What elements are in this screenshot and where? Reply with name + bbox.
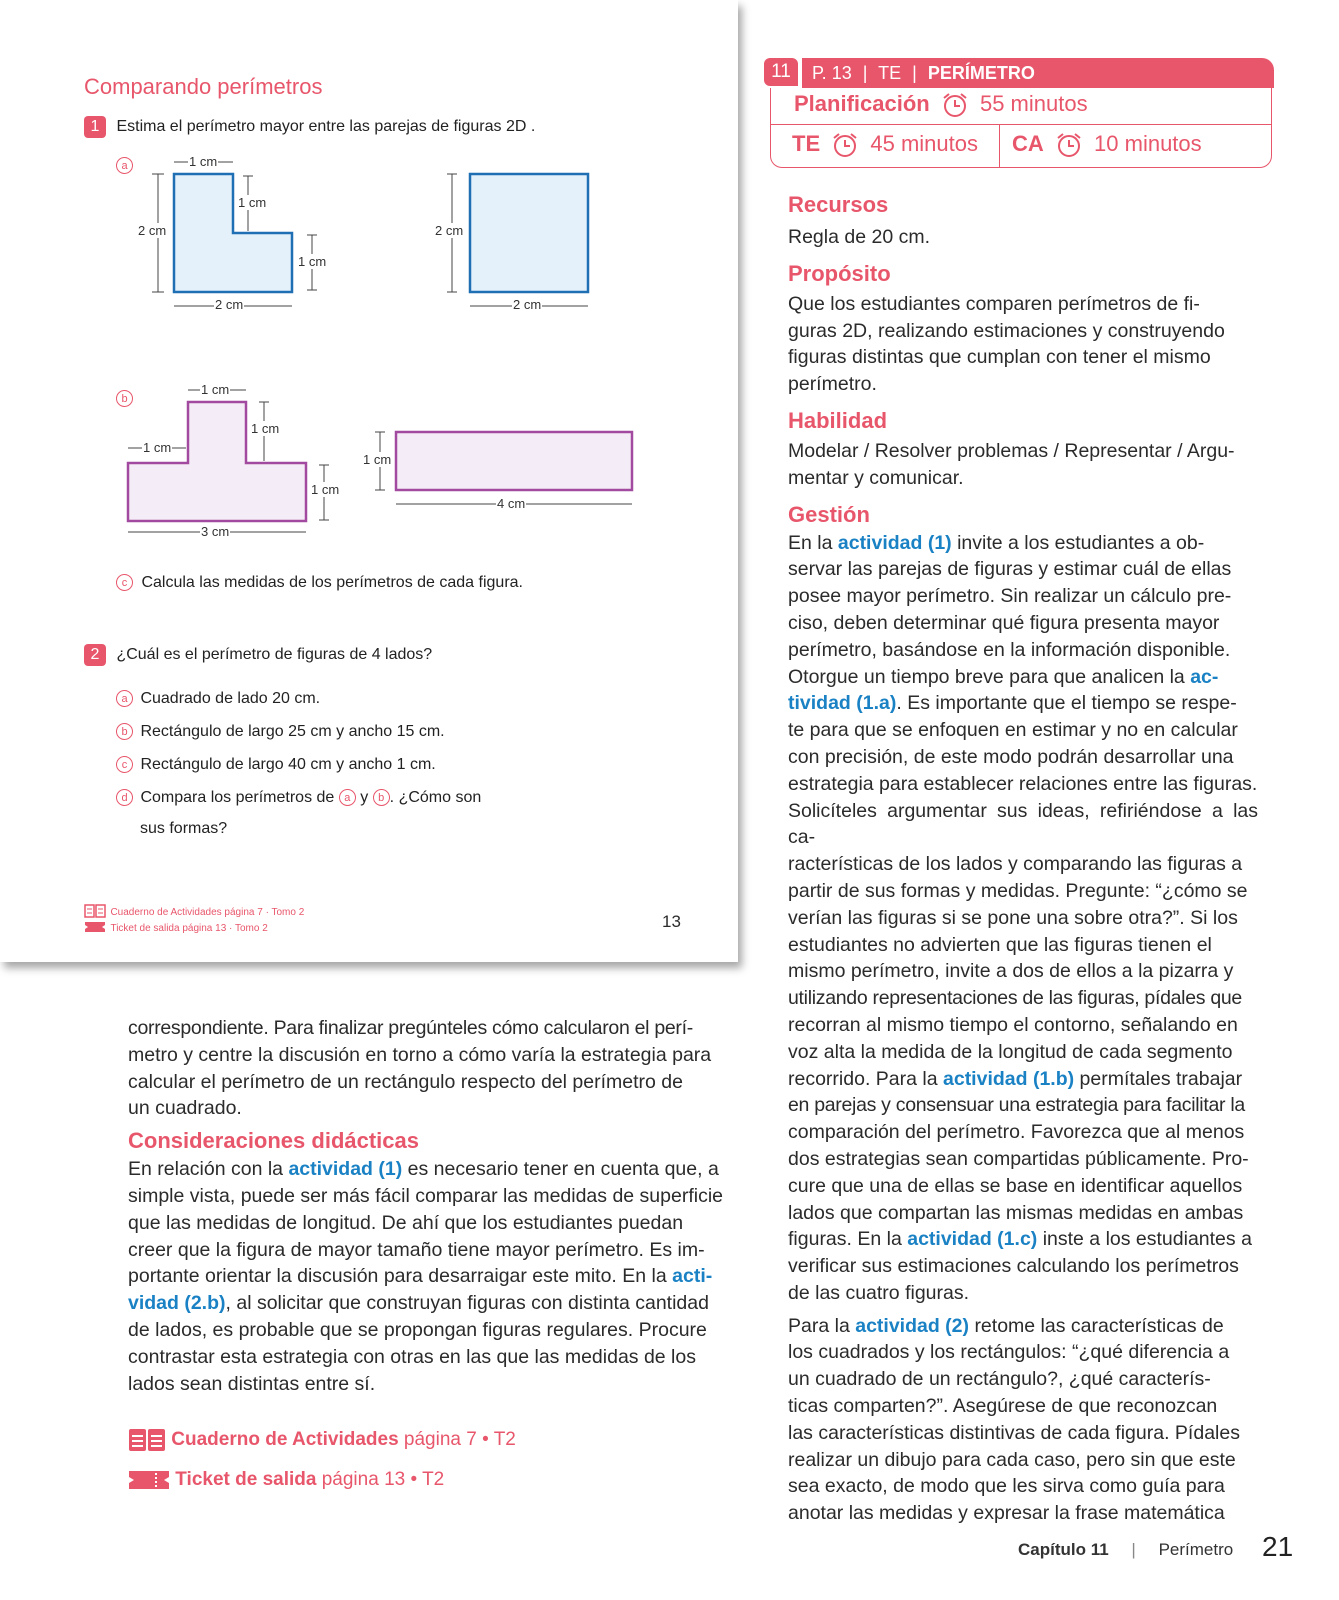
question-2c-text: Rectángulo de largo 40 cm y ancho 1 cm. <box>140 756 436 773</box>
book-icon <box>128 1427 166 1453</box>
gestion-line: Otorgue un tiempo breve para que analicen la ac- <box>788 665 1219 688</box>
dim-a1-bottom: 2 cm <box>215 297 244 312</box>
dim-b1-leftarm: 1 cm <box>143 440 172 455</box>
dim-a1-inner: 1 cm <box>238 195 267 210</box>
gestion-line: mismo perímetro, invite a dos de ellos a la pizarra y <box>788 960 1234 983</box>
text-line: que las medidas de longitud. De ahí que los estudiantes puedan <box>128 1211 684 1234</box>
gestion-line: racterísticas de los lados y comparando las figuras a <box>788 853 1243 876</box>
question-2c <box>116 756 436 774</box>
gestion-line: Solicíteles argumentar sus ideas, refiriéndose a las ca- <box>788 799 1258 849</box>
text-line: simple vista, puede ser más fácil comparar las medidas de superficie <box>128 1184 724 1207</box>
ticket-icon <box>84 921 106 933</box>
question-2d-line2: sus formas? <box>140 820 228 837</box>
figures-diagram <box>0 0 738 560</box>
gestion-line: de las cuatro figuras. <box>788 1281 970 1304</box>
planificacion-label: Planificación <box>794 91 930 116</box>
gestion-line: comparación del perímetro. Favorezca que al menos <box>788 1121 1245 1144</box>
question-2d-y: y <box>360 789 369 806</box>
dim-b1-top: 1 cm <box>201 382 230 397</box>
question-2b-text: Rectángulo de largo 25 cm y ancho 15 cm. <box>140 723 445 740</box>
gestion-line: ticas comparten?”. Asegúrese de que reconozcan <box>788 1395 1218 1418</box>
student-page-title: Comparando perímetros <box>84 74 323 99</box>
dim-a2-bottom: 2 cm <box>513 297 542 312</box>
ref-cuaderno-page: página 7 • T2 <box>403 1429 516 1451</box>
footnote-cuaderno-text: Cuaderno de Actividades página 7 · Tomo 2 <box>110 907 305 918</box>
question-2d-post: . ¿Cómo son <box>389 789 482 806</box>
text-line: vidad (2.b), al solicitar que construyan figuras con distinta cantidad <box>128 1292 709 1315</box>
proposito-line: figuras distintas que cumplan con tener el mismo <box>788 346 1211 369</box>
activity-ref: ac- <box>1190 665 1219 688</box>
header-topic: PERÍMETRO <box>927 63 1035 83</box>
gestion-line: perímetro, basándose en la información disponible. <box>788 638 1231 661</box>
ref-ticket <box>128 1469 736 1491</box>
ref-ticket-page: página 13 • T2 <box>321 1469 445 1491</box>
question-1-badge: 1 <box>84 116 106 138</box>
gestion-line: ciso, deben determinar qué figura presenta mayor <box>788 611 1220 634</box>
question-2 <box>84 644 432 666</box>
ticket-icon <box>128 1469 170 1491</box>
habilidad-line: mentar y comunicar. <box>788 466 964 489</box>
question-1c-text: Calcula las medidas de los perímetros de cada figura. <box>141 574 523 591</box>
footnote-ticket-text: Ticket de salida página 13 · Tomo 2 <box>110 923 268 934</box>
alarm-clock-icon <box>1054 131 1084 159</box>
book-icon <box>84 904 106 918</box>
activity-ref: acti- <box>672 1265 713 1288</box>
ca-label: CA <box>1012 131 1044 156</box>
te-row <box>792 131 978 159</box>
gestion-line: estudiantes no advierten que las figuras tienen el <box>788 933 1212 956</box>
ca-time: 10 minutos <box>1094 131 1202 156</box>
proposito-heading: Propósito <box>788 260 891 286</box>
dim-a1-top: 1 cm <box>189 154 218 169</box>
lesson-header <box>764 58 1274 170</box>
footer-chapter: Capítulo 11 <box>1018 1540 1109 1559</box>
habilidad-heading: Habilidad <box>788 407 888 433</box>
text-line: un cuadrado. <box>128 1097 242 1120</box>
student-page-panel <box>0 0 738 962</box>
question-1-text: Estima el perímetro mayor entre las parejas de figuras 2D . <box>116 118 536 135</box>
gestion-line: realizar un dibujo para cada caso, pero sin que este <box>788 1448 1236 1471</box>
dim-a1-left: 2 cm <box>138 223 167 238</box>
alarm-clock-icon <box>830 131 860 159</box>
alarm-clock-icon <box>940 91 970 119</box>
proposito-text <box>788 291 1258 398</box>
dim-b1-inner: 1 cm <box>251 421 280 436</box>
activity-ref: actividad (1.c) <box>907 1228 1038 1251</box>
habilidad-text <box>788 438 1258 492</box>
te-label: TE <box>792 131 821 156</box>
gestion-line: verificar sus estimaciones calculando los perímetros <box>788 1255 1239 1278</box>
gestion-line: figuras. En la actividad (1.c) inste a los estudiantes a <box>788 1228 1252 1251</box>
figure-a1-l-shape <box>174 174 292 292</box>
habilidad-line: Modelar / Resolver problemas / Representar / Argu- <box>788 439 1235 462</box>
recursos-heading: Recursos <box>788 192 889 217</box>
gestion-line: utilizando representaciones de las figuras, pídales que <box>788 987 1242 1010</box>
question-2-text: ¿Cuál es el perímetro de figuras de 4 lados? <box>116 646 433 663</box>
proposito-line: perímetro. <box>788 373 877 396</box>
activity-ref: actividad (1) <box>288 1158 403 1181</box>
question-2a <box>116 690 320 708</box>
gestion-line: dos estrategias sean compartidas públicamente. Pro- <box>788 1147 1249 1170</box>
figure-b2-rectangle <box>396 432 632 490</box>
marker-2a: a <box>116 690 133 707</box>
gestion-line: las características distintivas de cada figura. Pídales <box>788 1421 1240 1444</box>
figure-a2-square <box>470 174 588 292</box>
text-line: metro y centre la discusión en torno a cómo varía la estrategia para <box>128 1043 712 1066</box>
marker-2b: b <box>116 723 133 740</box>
footer-topic: Perímetro <box>1158 1540 1234 1559</box>
planificacion-time: 55 minutos <box>979 91 1088 116</box>
proposito-line: Que los estudiantes comparen perímetros de fi- <box>788 292 1200 315</box>
text-line: calcular el perímetro de un rectángulo respecto del perímetro de <box>128 1070 683 1093</box>
gestion-line: estrategia para establecer relaciones entre las figuras. <box>788 772 1258 795</box>
text-line: correspondiente. Para finalizar pregúnteles cómo calcularon el perí- <box>128 1017 693 1039</box>
te-time: 45 minutos <box>870 131 978 156</box>
gestion-line: tividad (1.a). Es importante que el tiempo se respe- <box>788 692 1237 715</box>
gestion-line: servar las parejas de figuras y estimar cuál de ellas <box>788 558 1232 581</box>
text-line: portante orientar la discusión para desarraigar este mito. En la acti- <box>128 1265 713 1288</box>
header-page-ref: P. 13 <box>812 63 852 83</box>
marker-1c: c <box>116 574 133 591</box>
gestion-line: lados que compartan las mismas medidas en ambas <box>788 1201 1244 1224</box>
question-2-badge: 2 <box>84 644 106 666</box>
question-1c <box>116 574 523 592</box>
marker-2d-ref-a: a <box>339 789 356 806</box>
marker-2d: d <box>116 789 133 806</box>
activity-ref: vidad (2.b) <box>128 1292 226 1315</box>
gestion-line: con precisión, de este modo podrán desarrollar una <box>788 745 1234 768</box>
student-page-number: 13 <box>662 912 681 931</box>
gestion-line: Para la actividad (2) retome las características de <box>788 1314 1224 1337</box>
planificacion-row <box>794 91 1088 119</box>
activity-ref: actividad (1) <box>837 531 952 554</box>
marker-1a: a <box>116 157 133 174</box>
gestion-line: verían las figuras si se pone una sobre otra?”. Si los <box>788 906 1238 929</box>
dim-a2-left: 2 cm <box>435 223 464 238</box>
dim-b2-left: 1 cm <box>363 452 392 467</box>
figure-b1-t-shape <box>128 402 306 521</box>
ref-cuaderno <box>128 1427 736 1453</box>
dim-a1-step: 1 cm <box>298 254 327 269</box>
activity-ref: actividad (2) <box>855 1314 970 1337</box>
marker-2d-ref-b: b <box>373 789 390 806</box>
dim-b1-right: 1 cm <box>311 482 340 497</box>
gestion-line: los cuadrados y los rectángulos: “¿qué diferencia a <box>788 1341 1230 1364</box>
gestion-line: recorran al mismo tiempo el contorno, señalando en <box>788 1013 1238 1036</box>
text-line: contrastar esta estrategia con otras en las que las medidas de los <box>128 1345 696 1368</box>
footer-separator: | <box>1131 1540 1136 1559</box>
text-line: de lados, es probable que se propongan figuras regulares. Procure <box>128 1318 707 1341</box>
question-2d <box>116 789 481 807</box>
proposito-line: guras 2D, realizando estimaciones y construyendo <box>788 319 1225 342</box>
gestion-line: partir de sus formas y medidas. Pregunte: “¿cómo se <box>788 879 1248 902</box>
chapter-badge: 11 <box>764 58 798 86</box>
marker-1b: b <box>116 390 133 407</box>
actividad-2-paragraph <box>788 1313 1258 1527</box>
ref-cuaderno-label: Cuaderno de Actividades <box>171 1429 399 1451</box>
dim-b2-bottom: 4 cm <box>497 496 526 511</box>
footnote-ticket <box>84 918 268 936</box>
left-bottom-column <box>128 1015 736 1491</box>
footer-page-number: 21 <box>1262 1531 1294 1562</box>
consideraciones-heading: Consideraciones didácticas <box>128 1128 419 1154</box>
gestion-line: te para que se enfoquen en estimar y no en calcular <box>788 719 1238 742</box>
activity-ref: actividad (1.b) <box>943 1067 1075 1090</box>
activity-ref: tividad (1.a) <box>788 692 897 715</box>
dim-b1-bottom: 3 cm <box>201 524 230 539</box>
text-line: En relación con la actividad (1) es necesario tener en cuenta que, a <box>128 1158 719 1181</box>
gestion-heading: Gestión <box>788 501 870 527</box>
gestion-line: cure que una de ellas se base en identificar aquellos <box>788 1174 1243 1197</box>
gestion-line: sea exacto, de modo que les sirva como guía para <box>788 1475 1225 1498</box>
gestion-line: en parejas y consensuar una estrategia para facilitar la <box>788 1094 1245 1117</box>
gestion-line: posee mayor perímetro. Sin realizar un cálculo pre- <box>788 585 1232 608</box>
text-line: creer que la figura de mayor tamaño tiene mayor perímetro. Es im- <box>128 1238 705 1261</box>
continuation-paragraph <box>128 1015 736 1122</box>
ca-row <box>1012 131 1202 159</box>
recursos-text: Regla de 20 cm. <box>788 226 930 248</box>
page-footer <box>1018 1540 1233 1560</box>
question-2a-text: Cuadrado de lado 20 cm. <box>140 690 321 707</box>
gestion-line: un cuadrado de un rectángulo?, ¿qué caracterís- <box>788 1368 1211 1391</box>
consideraciones-text <box>128 1156 736 1397</box>
header-te: TE <box>878 63 902 83</box>
marker-2c: c <box>116 756 133 773</box>
right-column <box>788 192 1258 1527</box>
question-2d-text: Compara los perímetros de <box>140 789 335 806</box>
text-line: lados sean distintas entre sí. <box>128 1372 376 1395</box>
gestion-line: En la actividad (1) invite a los estudiantes a ob- <box>788 531 1205 554</box>
header-bar: P. 13 | TE | PERÍMETRO <box>802 58 1274 88</box>
gestion-line: recorrido. Para la actividad (1.b) permítales trabajar <box>788 1067 1243 1090</box>
question-2b <box>116 723 445 741</box>
gestion-line: anotar las medidas y expresar la frase matemática <box>788 1502 1225 1525</box>
ref-ticket-label: Ticket de salida <box>175 1469 317 1491</box>
gestion-line: voz alta la medida de la longitud de cada segmento <box>788 1040 1233 1063</box>
gestion-text <box>788 530 1258 1307</box>
